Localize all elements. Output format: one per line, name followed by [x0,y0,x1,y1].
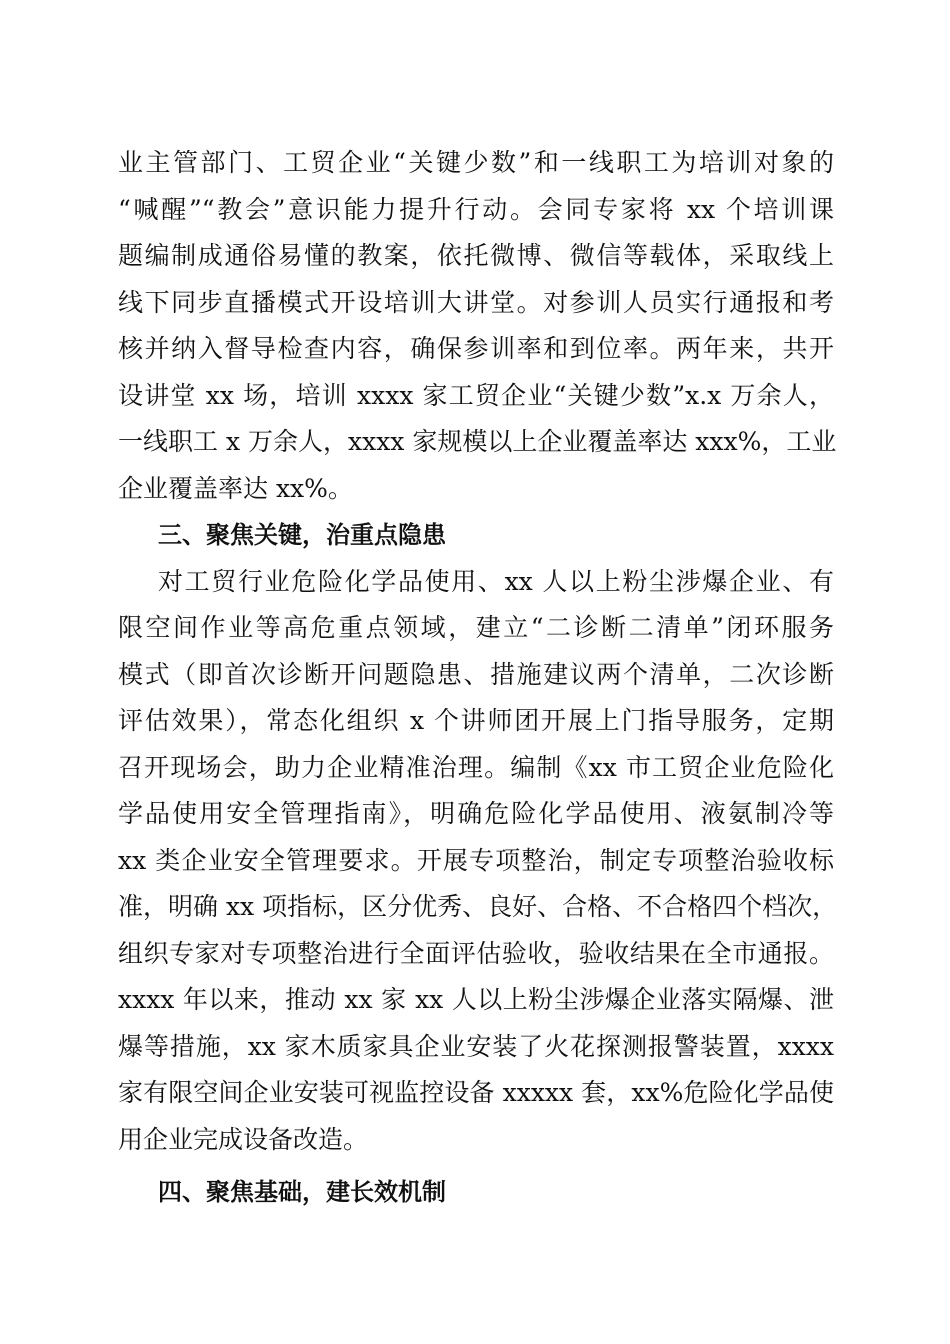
text-line: xxxx 年以来，推动 xx 家 xx 人以上粉尘涉爆企业落实隔爆、泄 [118,985,834,1014]
text-line: 模式（即首次诊断开问题隐患、措施建议两个清单，二次诊断 [118,659,834,689]
document-body [118,140,838,1216]
text-line: 学品使用安全管理指南》，明确危险化学品使用、液氨制冷等 [118,799,834,828]
text-line: 准，明确 xx 项指标，区分优秀、良好、合格、不合格四个档次， [118,892,838,921]
text-line: 召开现场会，助力企业精准治理。编制《xx 市工贸企业危险化 [118,752,834,782]
text-line: 对工贸行业危险化学品使用、xx 人以上粉尘涉爆企业、有 [158,566,834,596]
text-line: 限空间作业等高危重点领域，建立“二诊断二清单”闭环服务 [118,613,834,642]
paragraph-training [118,140,837,512]
text-line: 爆等措施，xx 家木质家具企业安装了火花探测报警装置，xxxx [118,1031,834,1061]
text-line: 家有限空间企业安装可视监控设备 xxxxx 套，xx%危险化学品使 [118,1078,834,1107]
text-line: “喊醒”“教会”意识能力提升行动。会同专家将 xx 个培训课 [118,194,834,224]
section-heading-3: 三、聚焦关键，治重点隐患 [158,521,446,549]
text-line: xx 类企业安全管理要求。开展专项整治，制定专项整治验收标 [118,845,834,875]
text-line: 组织专家对专项整治进行全面评估验收，验收结果在全市通报。 [118,938,834,968]
text-line: 线下同步直播模式开设培训大讲堂。对参训人员实行通报和考 [118,287,834,317]
text-line: 题编制成通俗易懂的教案，依托微博、微信等载体，采取线上 [118,241,834,270]
text-line: 业主管部门、工贸企业“关键少数”和一线职工为培训对象的 [118,148,834,177]
paragraph-hazards [118,559,838,1164]
text-line: 企业覆盖率达 xx%。 [118,473,353,503]
section-heading-4: 四、聚焦基础，建长效机制 [158,1178,446,1206]
text-line: 用企业完成设备改造。 [118,1124,369,1154]
text-line: 核并纳入督导检查内容，确保参训率和到位率。两年来，共开 [118,334,834,363]
text-line: 评估效果），常态化组织 x 个讲师团开展上门指导服务，定期 [118,706,834,735]
text-line: 设讲堂 xx 场，培训 xxxx 家工贸企业“关键少数”x.x 万余人， [118,380,834,410]
text-line: 一线职工 x 万余人，xxxx 家规模以上企业覆盖率达 xxx%，工业 [118,427,837,456]
